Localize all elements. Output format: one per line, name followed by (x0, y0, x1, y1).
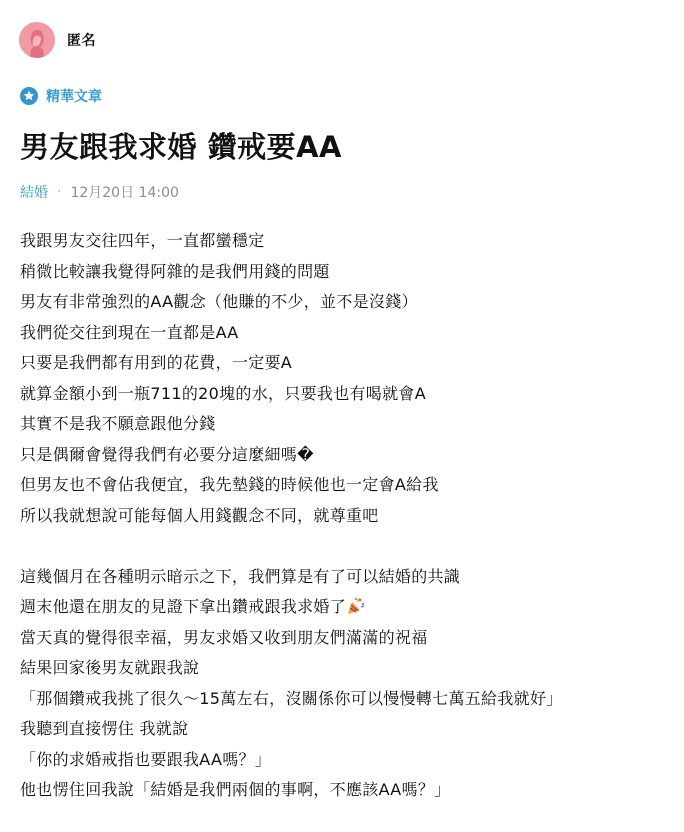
content-line: 我聽到直接愣住 我就說 (20, 719, 189, 738)
content-line: 我們從交往到現在一直都是AA (20, 322, 239, 342)
author-row (19, 22, 96, 58)
board-link[interactable]: 結婚 (20, 185, 48, 201)
content-line: 這幾個月在各種明示暗示之下，我們算是有了可以結婚的共識 (20, 566, 461, 586)
female-avatar-icon (19, 22, 55, 58)
post-meta (20, 182, 179, 202)
star-icon (20, 87, 38, 105)
meta-separator: · (57, 184, 62, 200)
content-line: 只是偶爾會覺得我們有必要分這麼細嗎� (20, 444, 314, 464)
content-line: 稍微比較讓我覺得阿雜的是我們用錢的問題 (20, 261, 330, 281)
content-line: 「你的求婚戒指也要跟我AA嗎？」 (20, 749, 272, 769)
content-line: 結果回家後男友就跟我說 (20, 658, 200, 677)
content-line: 「那個鑽戒我挑了很久～15萬左右，沒關係你可以慢慢轉七萬五給我就好」 (20, 688, 563, 708)
content-line: 男友有非常強烈的AA觀念（他賺的不少，並不是沒錢） (20, 292, 418, 311)
content-line: 所以我就想說可能每個人用錢觀念不同，就尊重吧 (20, 505, 379, 525)
post-datetime: 12月20日 14:00 (70, 185, 179, 201)
content-line: 就算金額小到一瓶711的20塊的水，只要我也有喝就會A (20, 383, 426, 403)
party-popper-icon (346, 595, 366, 613)
content-line: 但男友也不會佔我便宜，我先墊錢的時候他也一定會A給我 (20, 475, 439, 494)
featured-badge-label: 精華文章 (46, 89, 102, 105)
avatar[interactable] (19, 22, 55, 58)
content-line: 他也愣住回我說「結婚是我們兩個的事啊，不應該AA嗎？」 (20, 780, 451, 799)
post-title: 男友跟我求婚 鑽戒要AA (20, 130, 342, 164)
paragraph-gap (20, 531, 670, 562)
content-line: 其實不是我不願意跟他分錢 (20, 414, 216, 433)
content-line: 當天真的覺得很幸福，男友求婚又收到朋友們滿滿的祝福 (20, 627, 428, 647)
content-line (20, 592, 670, 623)
post-content (20, 226, 670, 806)
content-line: 只要是我們都有用到的花費，一定要A (20, 353, 293, 372)
author-name[interactable]: 匿名 (67, 33, 96, 49)
featured-badge[interactable] (20, 86, 102, 106)
content-text: 週末他還在朋友的見證下拿出鑽戒跟我求婚了 (20, 597, 347, 616)
content-line: 我跟男友交往四年，一直都蠻穩定 (20, 231, 265, 250)
